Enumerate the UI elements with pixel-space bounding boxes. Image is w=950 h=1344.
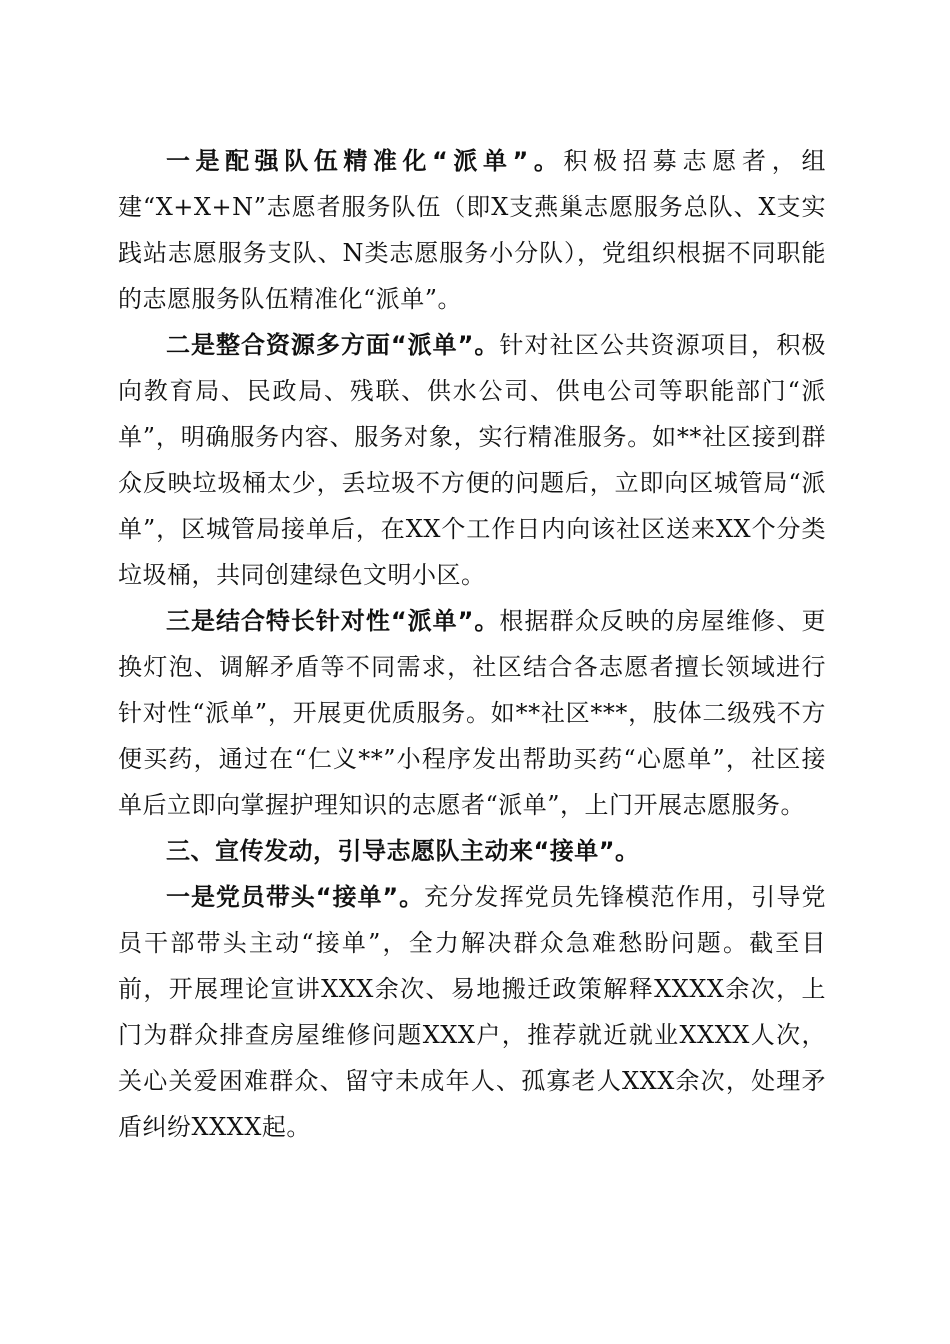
paragraph-lead: 二是整合资源多方面“派单”。 <box>166 331 500 359</box>
paragraph-party-member-accept <box>118 874 826 1150</box>
section-heading: 三、宣传发动，引导志愿队主动来“接单”。 <box>166 837 640 865</box>
paragraph-text: 针对社区公共资源项目，积极向教育局、民政局、残联、供水公司、供电公司等职能部门“派单”，明确服务内容、服务对象，实行精准服务。如**社区接到群众反映垃圾桶太少，丢垃圾不方便的问题后，立即向区城管局“派单”，区城管局接单后，在XX个工作日内向该社区送来XX个分类垃圾桶，共同创建绿色文明小区。 <box>118 331 827 589</box>
paragraph-lead: 三是结合特长针对性“派单”。 <box>166 607 500 635</box>
paragraph-team-dispatch <box>118 138 826 322</box>
paragraph-lead: 一是配强队伍精准化“派单”。 <box>166 147 564 175</box>
paragraph-lead: 一是党员带头“接单”。 <box>166 883 425 911</box>
paragraph-text: 充分发挥党员先锋模范作用，引导党员干部带头主动“接单”，全力解决群众急难愁盼问题。截至目前，开展理论宣讲XXX余次、易地搬迁政策解释XXXX余次，上门为群众排查房屋维修问题XXX户，推荐就近就业XXXX人次，关心关爱困难群众、留守未成年人、孤寡老人XXX余次，处理矛盾纠纷XXXX起。 <box>118 883 826 1141</box>
paragraph-specialty-dispatch <box>118 598 826 828</box>
document-body <box>118 138 826 1150</box>
paragraph-text: 根据群众反映的房屋维修、更换灯泡、调解矛盾等不同需求，社区结合各志愿者擅长领域进行针对性“派单”，开展更优质服务。如**社区***，肢体二级残不方便买药，通过在“仁义**”小程序发出帮助买药“心愿单”，社区接单后立即向掌握护理知识的志愿者“派单”，上门开展志愿服务。 <box>118 607 827 819</box>
paragraph-text: 积极招募志愿者，组建“X+X+N”志愿者服务队伍（即X支燕巢志愿服务总队、X支实践站志愿服务支队、N类志愿服务小分队），党组织根据不同职能的志愿服务队伍精准化“派单”。 <box>118 147 826 313</box>
paragraph-resource-dispatch <box>118 322 826 598</box>
